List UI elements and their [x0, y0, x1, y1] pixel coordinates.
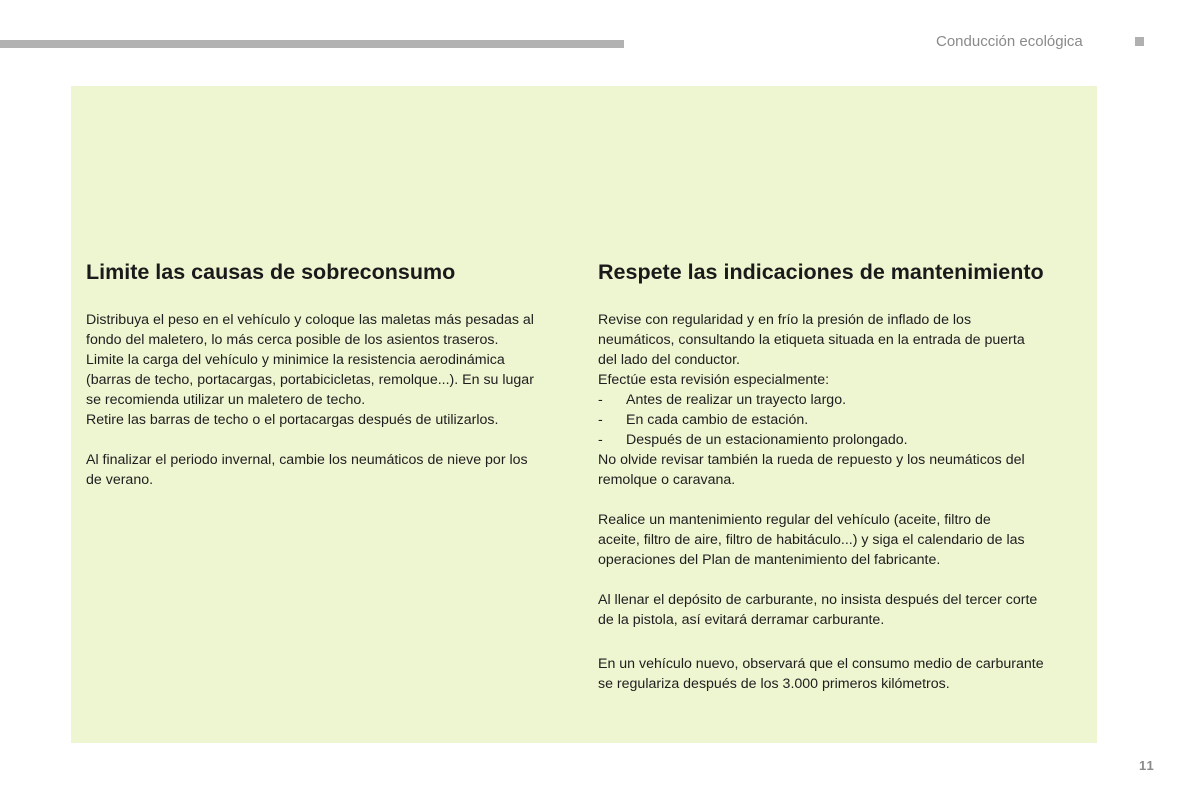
left-body — [86, 310, 534, 490]
bullet-dash: - — [598, 392, 603, 408]
text-line: Al llenar el depósito de carburante, no insista después del tercer corte — [598, 592, 1038, 608]
section-title: Conducción ecológica — [936, 33, 1083, 50]
text-line: (barras de techo, portacargas, portabicicletas, remolque...). En su lugar — [86, 372, 534, 388]
text-line: del lado del conductor. — [598, 352, 740, 368]
text-line: se recomienda utilizar un maletero de techo. — [86, 392, 366, 408]
list-item-text: Después de un estacionamiento prolongado. — [626, 432, 908, 448]
header-bar — [0, 40, 624, 48]
text-line: Retire las barras de techo o el portacargas después de utilizarlos. — [86, 412, 499, 428]
right-column — [598, 258, 1088, 692]
list-item — [598, 410, 1044, 430]
bullet-dash: - — [598, 432, 603, 448]
section-marker-icon — [1135, 37, 1144, 46]
text-line: de verano. — [86, 472, 154, 488]
list-item — [598, 390, 1044, 410]
text-line: fondo del maletero, lo más cerca posible de los asientos traseros. — [86, 332, 499, 348]
paragraph-gap — [86, 430, 534, 450]
text-line: operaciones del Plan de mantenimiento del fabricante. — [598, 552, 941, 568]
text-line: Revise con regularidad y en frío la presión de inflado de los — [598, 312, 972, 328]
left-column — [86, 258, 576, 488]
text-line: Distribuya el peso en el vehículo y coloque las maletas más pesadas al — [86, 312, 534, 328]
text-line: Limite la carga del vehículo y minimice la resistencia aerodinámica — [86, 352, 505, 368]
page-number: 11 — [1139, 758, 1155, 773]
text-line: Realice un mantenimiento regular del vehículo (aceite, filtro de — [598, 512, 991, 528]
list-item-text: En cada cambio de estación. — [626, 412, 809, 428]
left-heading: Limite las causas de sobreconsumo — [86, 260, 456, 284]
text-line: neumáticos, consultando la etiqueta situada en la entrada de puerta — [598, 332, 1025, 348]
text-line: de la pistola, así evitará derramar carburante. — [598, 612, 885, 628]
bullet-dash: - — [598, 412, 603, 428]
text-line: Efectúe esta revisión especialmente: — [598, 372, 830, 388]
right-body — [598, 310, 1044, 694]
text-line: remolque o caravana. — [598, 472, 736, 488]
paragraph-gap — [598, 630, 1044, 654]
paragraph-gap — [598, 490, 1044, 510]
right-heading: Respete las indicaciones de mantenimiento — [598, 260, 1044, 284]
paragraph-gap — [598, 570, 1044, 590]
text-line: No olvide revisar también la rueda de repuesto y los neumáticos del — [598, 452, 1025, 468]
list-item-text: Antes de realizar un trayecto largo. — [626, 392, 847, 408]
list-item — [598, 430, 1044, 450]
text-line: En un vehículo nuevo, observará que el consumo medio de carburante — [598, 656, 1044, 672]
text-line: Al finalizar el periodo invernal, cambie los neumáticos de nieve por los — [86, 452, 528, 468]
content-panel — [71, 86, 1097, 743]
text-line: se regulariza después de los 3.000 primeros kilómetros. — [598, 676, 950, 692]
text-line: aceite, filtro de aire, filtro de habitáculo...) y siga el calendario de las — [598, 532, 1025, 548]
